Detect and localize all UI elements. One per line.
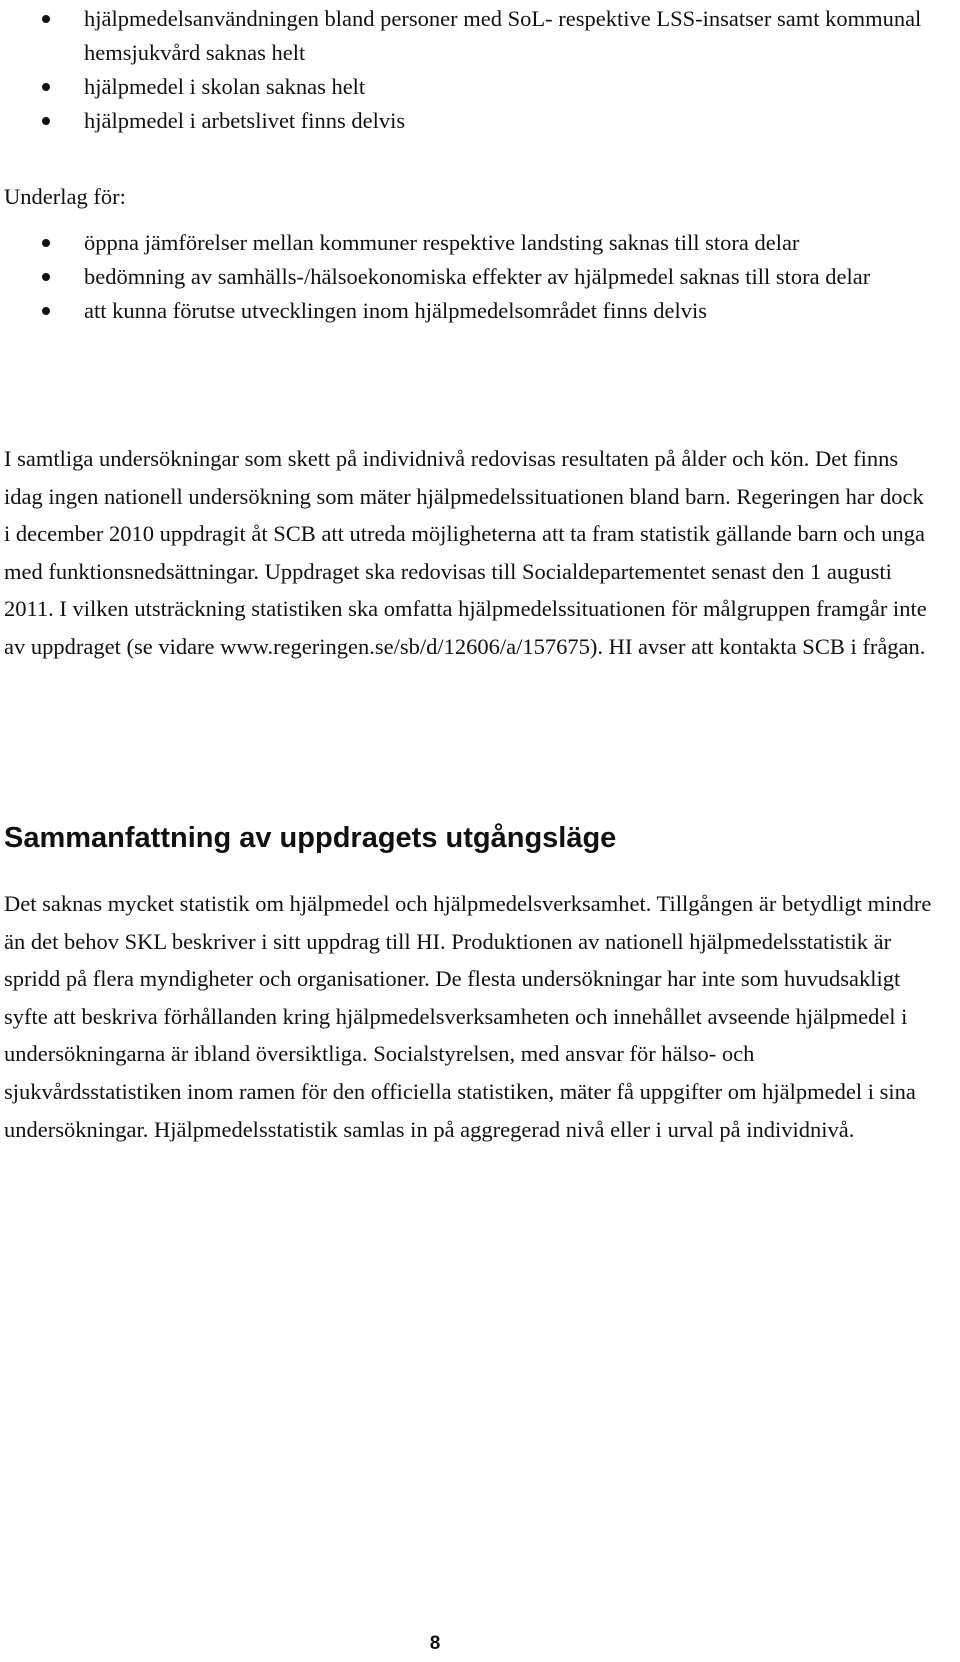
list-item-text: öppna jämförelser mellan kommuner respektive landsting saknas till stora delar xyxy=(84,230,800,255)
bullet-icon xyxy=(42,307,50,315)
bullet-list-gaps xyxy=(0,2,930,138)
paragraph-summary: Det saknas mycket statistik om hjälpmedel och hjälpmedelsverksamhet. Tillgången är betydligt mindre än det behov SKL beskriver i sitt uppdrag till HI. Produktionen av nationell hjälpmedelsstatistik är spridd på flera myndigheter och organisationer. De flesta undersökningar har inte som huvudsakligt syfte att beskriva förhållanden kring hjälpmedelsverksamheten och innehållet avseende hjälpmedel i undersökningarna är ibland översiktliga. Socialstyrelsen, med ansvar för hälso- och sjukvårdsstatistiken inom ramen för den officiella statistiken, mäter få uppgifter om hjälpmedel i sina undersökningar. Hjälpmedelsstatistik samlas in på aggregerad nivå eller i urval på individnivå. xyxy=(4,891,932,1142)
list-item xyxy=(0,2,930,70)
list-item-text: hjälpmedel i arbetslivet finns delvis xyxy=(84,108,406,133)
bullet-icon xyxy=(42,239,50,247)
list-item xyxy=(0,294,930,328)
paragraph-statistics-individual: I samtliga undersökningar som skett på individnivå redovisas resultaten på ålder och kön. Det finns idag ingen nationell undersökning som mäter hjälpmedelssituationen bland barn. Regeringen har dock i december 2010 uppdragit åt SCB att utreda möjligheterna att ta fram statistik gällande barn och unga med funktionsnedsättningar. Uppdraget ska redovisas till Socialdepartementet senast den 1 augusti 2011. I vilken utsträckning statistiken ska omfatta hjälpmedelssituationen för målgruppen framgår inte av uppdraget (se vidare www.regeringen.se/sb/d/12606/a/157675). HI avser att kontakta SCB i frågan. xyxy=(4,446,927,659)
list-item-text: att kunna förutse utvecklingen inom hjälpmedelsområdet finns delvis xyxy=(84,298,707,323)
list-item xyxy=(0,104,930,138)
page-number: 8 xyxy=(429,1633,441,1654)
lead-text: Underlag för: xyxy=(4,184,126,209)
bullet-icon xyxy=(42,83,50,91)
bullet-icon xyxy=(42,273,50,281)
list-item-text: bedömning av samhälls-/hälsoekonomiska effekter av hjälpmedel saknas till stora delar xyxy=(84,264,871,289)
list-item-text: hjälpmedelsanvändningen bland personer med SoL- respektive LSS-insatser samt kommunal hemsjukvård saknas helt xyxy=(84,6,922,65)
list-item xyxy=(0,70,930,104)
list-item xyxy=(0,260,930,294)
list-item-text: hjälpmedel i skolan saknas helt xyxy=(84,74,366,99)
list-item xyxy=(0,226,930,260)
section-heading: Sammanfattning av uppdragets utgångsläge xyxy=(4,822,617,854)
bullet-list-underlag xyxy=(0,226,930,328)
bullet-icon xyxy=(42,117,50,125)
bullet-icon xyxy=(42,15,50,23)
